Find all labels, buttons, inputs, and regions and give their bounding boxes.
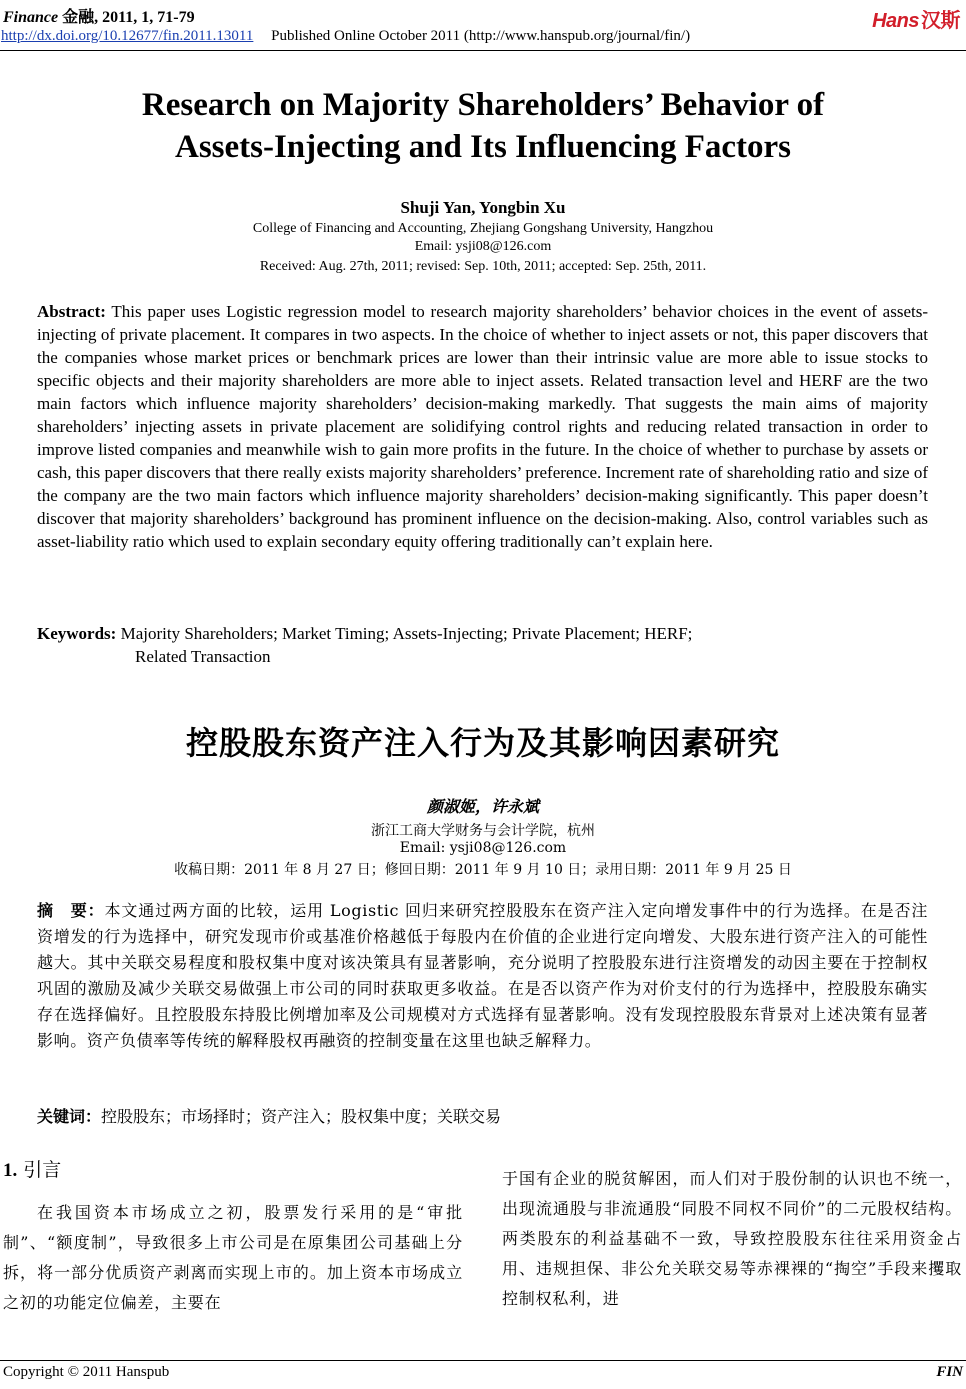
email-cn: Email: ysji08@126.com [399, 840, 567, 856]
authors-cn: 颜淑姬，许永斌 [426, 797, 539, 816]
header-divider [0, 50, 966, 51]
keywords-label: Keywords: [37, 624, 117, 643]
keywords-cn-text: 控股股东；市场择时；资产注入；股权集中度；关联交易 [101, 1107, 502, 1126]
authors-en: Shuji Yan, Yongbin Xu [400, 198, 566, 217]
abstract-cn-label: 摘 要： [37, 901, 105, 920]
logo-text-en: Hans [872, 10, 919, 32]
keywords-cn-label: 关键词： [37, 1107, 102, 1126]
dates-cn: 收稿日期：2011 年 8 月 27 日；修回日期：2011 年 9 月 10 日；录用日期：2011 年 9 月 25 日 [174, 862, 792, 878]
keywords-line1: Majority Shareholders; Market Timing; Assets-Injecting; Private Placement; HERF; [120, 624, 693, 643]
affiliation-en: College of Financing and Accounting, Zhejiang Gongshang University, Hangzhou [252, 221, 714, 236]
keywords-line2: Related Transaction [135, 647, 271, 666]
keywords-cn [37, 1104, 928, 1127]
page-footer [3, 1364, 963, 1381]
abstract-cn-text: 本文通过两方面的比较，运用 Logistic 回归来研究控股股东在资产注入定向增发事件中的行为选择。在是否注资增发的行为选择中，研究发现市价或基准价格越低于每股内在价值的企业进行定向增发、大股东进行资产注入的可能性越大。其中关联交易程度和股权集中度对该决策具有显著影响，充分说明了控股股东进行注资增发的动因主要在于控制权巩固的激励及减少关联交易做强上市公司的同时获取更多收益。在是否以资产作为对价支付的行为选择中，控股股东确实存在选择偏好。且控股股东持股比例增加率及公司规模对方式选择有显著影响。没有发现控股股东背景对上述决策有显著影响。资产负债率等传统的解释股权再融资的控制变量在这里也缺乏解释力。 [37, 901, 928, 1050]
keywords-en [37, 622, 928, 668]
doi-line [1, 28, 690, 45]
journal-name-en: Finance [3, 9, 59, 26]
page-header [0, 2, 966, 48]
logo-text-cn: 汉斯 [921, 10, 960, 32]
email-en: Email: ysji08@126.com [414, 239, 552, 254]
section-number: 1. [3, 1160, 18, 1181]
doi-link[interactable]: http://dx.doi.org/10.12677/fin.2011.13011 [1, 28, 254, 44]
dates-en: Received: Aug. 27th, 2011; revised: Sep. 10th, 2011; accepted: Sep. 25th, 2011. [259, 259, 707, 274]
footer-divider [0, 1360, 966, 1361]
title-cn: 控股股东资产注入行为及其影响因素研究 [185, 724, 780, 762]
journal-name-cn: 金融 [62, 9, 95, 26]
journal-abbrev: FIN [936, 1364, 963, 1380]
abstract-cn [37, 898, 928, 1054]
section-title: 引言 [23, 1159, 62, 1181]
copyright: Copyright © 2011 Hanspub [3, 1364, 170, 1380]
title-en [0, 84, 966, 168]
affiliation-cn: 浙江工商大学财务与会计学院，杭州 [371, 823, 595, 839]
section-heading [3, 1155, 61, 1182]
abstract-en [37, 300, 928, 553]
body-column-right: 于国有企业的脱贫解困，而人们对于股份制的认识也不统一，出现流通股与非流通股“同股不同权不同价”的二元股权结构。两类股东的利益基础不一致，导致控股股东往往采用资金占用、违规担保、非公允关联交易等赤裸裸的“掏空”手段来攫取控制权私利，进 [502, 1169, 962, 1308]
published-online: Published Online October 2011 (http://www.hanspub.org/journal/fin/) [271, 28, 691, 44]
abstract-label: Abstract: [37, 302, 106, 321]
hans-logo [872, 4, 960, 33]
body-column-left: 在我国资本市场成立之初，股票发行采用的是“审批制”、“额度制”，导致很多上市公司是在原集团公司基础上分拆，将一部分优质资产剥离而实现上市的。加上资本市场成立之初的功能定位偏差，主要在 [3, 1203, 463, 1312]
title-en-line2: Assets-Injecting and Its Influencing Factors [174, 129, 791, 165]
journal-citation [3, 4, 195, 27]
title-en-line1: Research on Majority Shareholders’ Behavior of [141, 87, 825, 123]
citation: , 2011, 1, 71-79 [94, 9, 195, 26]
abstract-text: This paper uses Logistic regression model to research majority shareholders’ behavior choices in the event of assets-injecting of private placement. It compares in two aspects. In the choice of whether to inject assets or not, this paper discovers that the companies whose market prices or benchmark prices are lower than their intrinsic value are more able to issue stocks to specific objects and their majority shareholders are more able to inject assets. Related transaction level and HERF are the two main factors which influence majority shareholders’ decision-making markedly. That suggests the main aims of majority shareholders’ injecting assets in private placement are solidifying control rights and reducing related transaction in order to improve listed companies and meanwhile wish to gain more profits in the future. In the choice of whether to purchase by assets or cash, this paper discovers that there really exists majority shareholders’ preference. Increment rate of shareholding ratio and size of the company are the two main factors which influence majority shareholders’ decision-making significantly. This paper doesn’t discover that majority shareholders’ background has prominent influence on the decision-making. Also, control variables such as asset-liability ratio which used to explain secondary equity offering traditionally can’t explain here. [37, 302, 928, 551]
